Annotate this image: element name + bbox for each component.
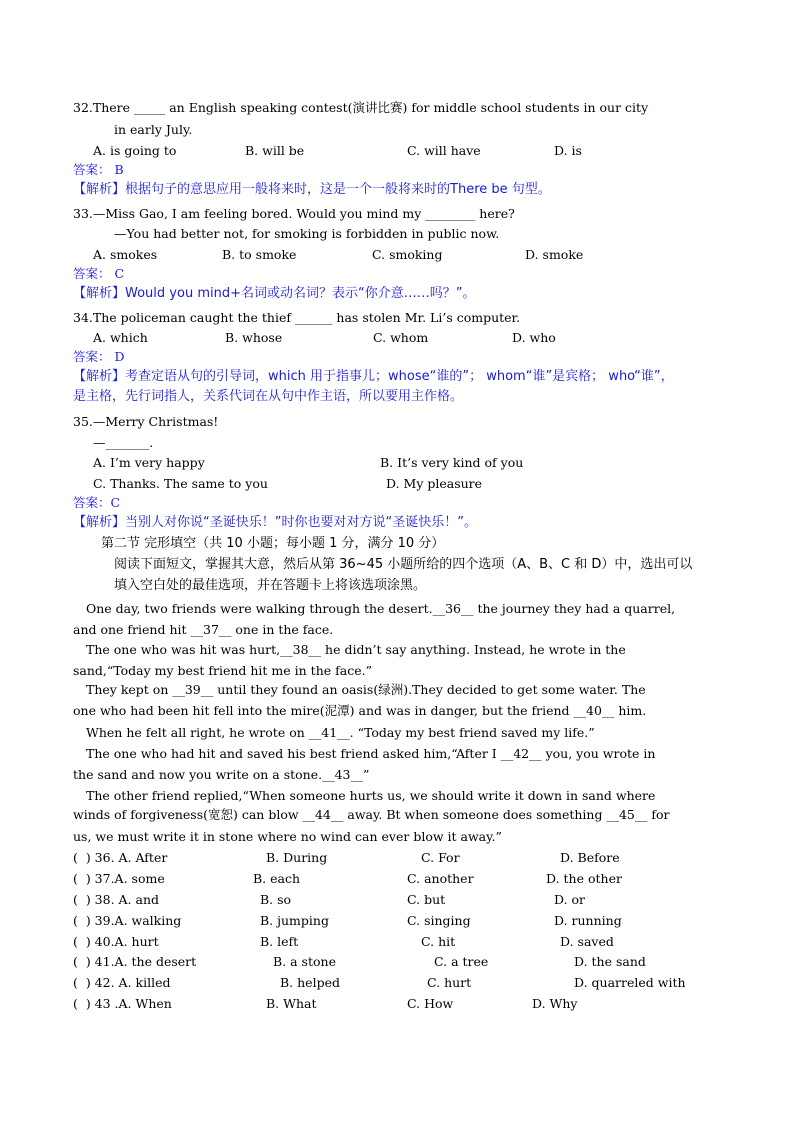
section-instructions-cont: 填入空白处的最佳选项，并在答题卡上将该选项涂黑。 [114,578,427,593]
cloze-39-d: D. running [554,913,622,928]
q34-option-d: D. who [512,330,556,345]
cloze-41-c: C. a tree [434,954,489,969]
cloze-37-a: ( ) 37.A. some [73,871,165,886]
q32-stem: 32.There _____ an English speaking contest(演讲比赛) for middle school students in our city [73,100,649,115]
q35-option-a: A. I’m very happy [93,455,205,470]
jiexi-tag: 【解析】 [73,515,126,530]
q34-answer: 答案： D [73,349,125,364]
cloze-40-c: C. hit [421,934,456,949]
jiexi-tag: 【解析】 [73,182,126,197]
q34-explanation [73,369,674,385]
cloze-41-b: B. a stone [273,954,336,969]
q33-stem-reply: —You had better not, for smoking is forbidden in public now. [114,226,500,241]
jiexi-text: 考查定语从句的引导词，which 用于指事儿；whose“谁的”； whom“谁”是宾格； who“谁”， [125,369,674,384]
cloze-42-b: B. helped [280,975,340,990]
passage-line: us, we must write it in stone where no wind can ever blow it away.” [73,829,502,844]
cloze-40-d: D. saved [560,934,614,949]
q34-explanation-cont: 是主格，先行词指人，关系代词在从句中作主语，所以要用主作格。 [73,389,464,404]
cloze-37-d: D. the other [546,871,622,886]
cloze-39-a: ( ) 39.A. walking [73,913,182,928]
passage-line: sand,“Today my best friend hit me in the face.” [73,663,372,678]
cloze-37-c: C. another [407,871,474,886]
passage-line: The one who had hit and saved his best friend asked him,“After I __42__ you, you wrote in [86,746,656,761]
q35-option-d: D. My pleasure [386,476,483,491]
cloze-39-c: C. singing [407,913,471,928]
q33-answer: 答案： C [73,266,125,281]
jiexi-text: Would you mind+名词或动名词？表示“你介意……吗？”。 [125,286,476,301]
cloze-38-b: B. so [260,892,292,907]
cloze-40-b: B. left [260,934,299,949]
cloze-41-a: ( ) 41.A. the desert [73,954,197,969]
cloze-37-b: B. each [253,871,301,886]
jiexi-tag: 【解析】 [73,369,126,384]
q32-option-a: A. is going to [93,143,177,158]
q35-option-c: C. Thanks. The same to you [93,476,268,491]
q35-answer: 答案：C [73,495,121,510]
cloze-39-b: B. jumping [260,913,329,928]
passage-line: One day, two friends were walking through the desert.__36__ the journey they had a quarrel, [86,601,676,616]
jiexi-text: 根据句子的意思应用一般将来时，这是一个一般将来时的There be 句型。 [125,182,551,197]
q35-stem-reply: —_______. [93,435,154,450]
cloze-38-d: D. or [554,892,586,907]
q35-stem: 35.—Merry Christmas! [73,414,219,429]
jiexi-text: 当别人对你说“圣诞快乐！”时你也要对对方说“圣诞快乐！”。 [125,515,477,530]
passage-line: They kept on __39__ until they found an oasis(绿洲).They decided to get some water. The [86,682,646,697]
q34-option-b: B. whose [225,330,283,345]
jiexi-tag: 【解析】 [73,286,126,301]
q35-option-b: B. It’s very kind of you [380,455,524,470]
passage-line: winds of forgiveness(宽恕) can blow __44__ away. Bt when someone does something __45__ for [73,807,670,822]
q35-explanation [73,515,477,531]
cloze-36-b: B. During [266,850,328,865]
cloze-43-b: B. What [266,996,317,1011]
passage-line: When he felt all right, he wrote on __41__. “Today my best friend saved my life.” [86,725,595,740]
passage-line: and one friend hit __37__ one in the face. [73,622,334,637]
q32-option-d: D. is [554,143,582,158]
passage-line: one who had been hit fell into the mire(泥潭) and was in danger, but the friend __40__ him. [73,703,647,718]
q32-answer: 答案： B [73,162,124,177]
passage-line: the sand and now you write on a stone.__43__” [73,767,370,782]
q33-option-b: B. to smoke [222,247,297,262]
q32-explanation [73,182,551,198]
passage-line: The other friend replied,“When someone hurts us, we should write it down in sand where [86,788,656,803]
cloze-36-c: C. For [421,850,460,865]
section-title: 第二节 完形填空（共 10 小题；每小题 1 分，满分 10 分） [101,536,445,551]
cloze-38-a: ( ) 38. A. and [73,892,160,907]
section-instructions: 阅读下面短文，掌握其大意，然后从第 36~45 小题所给的四个选项（A、B、C 和 D）中，选出可以 [114,557,693,572]
cloze-43-c: C. How [407,996,454,1011]
q33-option-a: A. smokes [93,247,158,262]
cloze-36-d: D. Before [560,850,620,865]
cloze-43-d: D. Why [532,996,578,1011]
cloze-40-a: ( ) 40.A. hurt [73,934,159,949]
q33-option-d: D. smoke [525,247,584,262]
q32-option-c: C. will have [407,143,481,158]
cloze-38-c: C. but [407,892,446,907]
q33-option-c: C. smoking [372,247,443,262]
cloze-36-a: ( ) 36. A. After [73,850,168,865]
cloze-41-d: D. the sand [574,954,646,969]
q32-stem-cont: in early July. [114,122,193,137]
q34-stem: 34.The policeman caught the thief ______ has stolen Mr. Li’s computer. [73,310,521,325]
q34-option-c: C. whom [373,330,429,345]
passage-line: The one who was hit was hurt,__38__ he didn’t say anything. Instead, he wrote in the [86,642,626,657]
q32-option-b: B. will be [245,143,305,158]
q33-stem: 33.—Miss Gao, I am feeling bored. Would you mind my ________ here? [73,206,515,221]
cloze-42-c: C. hurt [427,975,472,990]
q33-explanation [73,286,475,302]
cloze-43-a: ( ) 43 .A. When [73,996,172,1011]
q34-option-a: A. which [93,330,148,345]
cloze-42-d: D. quarreled with [574,975,686,990]
cloze-42-a: ( ) 42. A. killed [73,975,171,990]
